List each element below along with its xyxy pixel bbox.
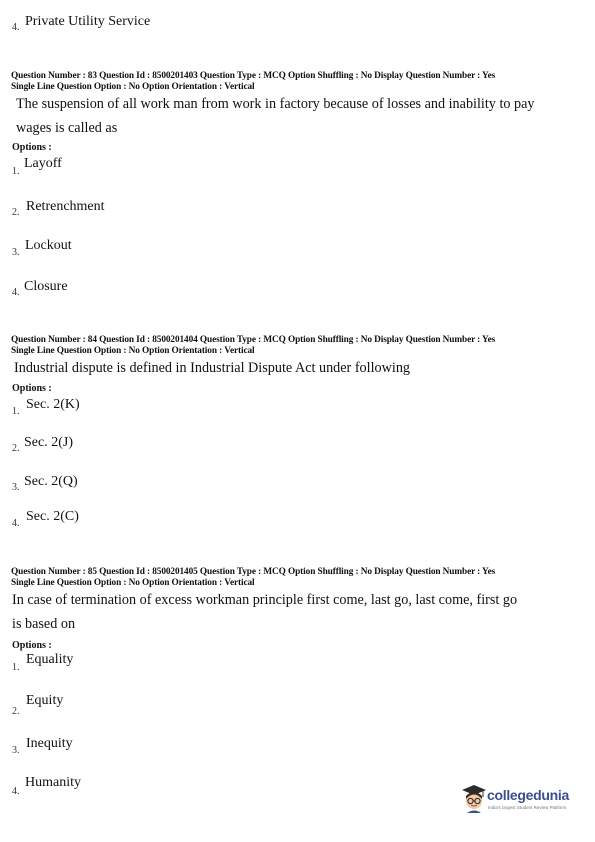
question-meta-line: Question Number : 83 Question Id : 8500201403 Question Type : MCQ Option Shuffling : No Display Question Number : Yes (11, 71, 496, 81)
option-number: 4. (12, 22, 20, 33)
option-text: Closure (24, 279, 68, 294)
collegedunia-logo (461, 784, 571, 816)
question-meta (11, 335, 495, 357)
option-text: Sec. 2(C) (26, 509, 79, 524)
options-label: Options : (12, 383, 52, 394)
question-text: is based on (12, 616, 76, 632)
option-number: 2. (12, 443, 20, 454)
student-mascot-icon (461, 784, 487, 814)
question-text: In case of termination of excess workman principle first come, last go, last come, first go (12, 592, 518, 608)
option-text: Sec. 2(K) (26, 397, 80, 412)
option-number: 3. (12, 247, 20, 258)
option-number: 2. (12, 706, 20, 717)
option-text: Humanity (25, 775, 81, 790)
option-text: Equality (26, 652, 74, 667)
option-text: Equity (26, 693, 64, 708)
option-text: Inequity (26, 736, 73, 751)
option-number: 1. (12, 406, 20, 417)
question-meta-line: Single Line Question Option : No Option Orientation : Vertical (11, 82, 255, 92)
option-number: 3. (12, 745, 20, 756)
option-text: Private Utility Service (25, 14, 151, 29)
option-text: Lockout (25, 238, 72, 253)
option-number: 4. (12, 518, 20, 529)
question-meta (11, 71, 495, 93)
option-text: Sec. 2(Q) (24, 474, 78, 489)
question-meta-line: Single Line Question Option : No Option Orientation : Vertical (11, 578, 255, 588)
option-text: Retrenchment (26, 199, 105, 214)
option-number: 1. (12, 166, 20, 177)
question-meta-line: Single Line Question Option : No Option Orientation : Vertical (11, 346, 255, 356)
question-meta (11, 567, 495, 589)
question-text: The suspension of all work man from work in factory because of losses and inability to pay (16, 96, 535, 112)
question-meta-line: Question Number : 84 Question Id : 8500201404 Question Type : MCQ Option Shuffling : No Display Question Number : Yes (11, 335, 496, 345)
option-number: 3. (12, 482, 20, 493)
question-text: Industrial dispute is defined in Industrial Dispute Act under following (14, 360, 411, 376)
logo-tagline: India's largest Student Review Platform (488, 805, 567, 810)
option-number: 2. (12, 207, 20, 218)
option-text: Sec. 2(J) (24, 435, 73, 450)
options-label: Options : (12, 640, 52, 651)
options-label: Options : (12, 142, 52, 153)
question-meta-line: Question Number : 85 Question Id : 8500201405 Question Type : MCQ Option Shuffling : No Display Question Number : Yes (11, 567, 496, 577)
option-number: 1. (12, 662, 20, 673)
option-number: 4. (12, 786, 20, 797)
option-text: Layoff (24, 156, 62, 171)
option-number: 4. (12, 287, 20, 298)
question-text: wages is called as (16, 120, 118, 136)
logo-wordmark: collegedunia (487, 787, 569, 803)
